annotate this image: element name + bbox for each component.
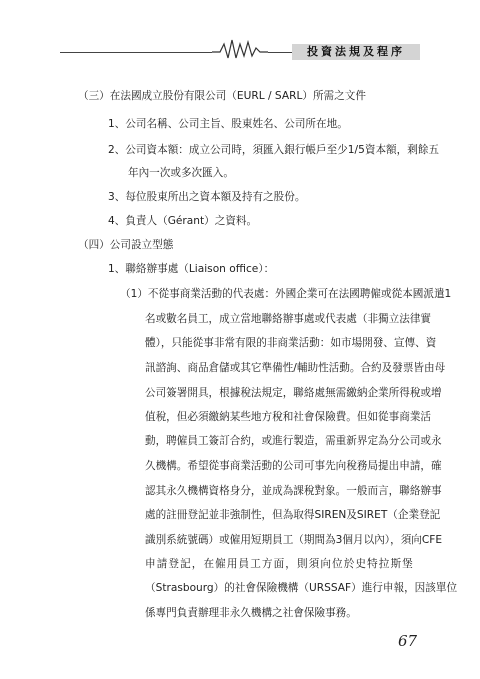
justified-char: 工 (250, 558, 261, 570)
section-heading-3: （三）在法國成立股份有限公司（EURL / SARL）所需之文件 (78, 90, 366, 102)
paragraph-line: 處的註冊登記並非強制性，但為取得SIREN及SIRET（企業登記 (145, 509, 441, 521)
paragraph-line: 訊諮詢、商品倉儲或其它準備性/輔助性活動。合約及發票皆由母 (145, 362, 446, 374)
justified-char: 特 (367, 558, 378, 570)
page-number: 67 (398, 632, 418, 650)
paragraph-line-justified (145, 557, 413, 571)
justified-char: 請 (156, 558, 168, 570)
justified-char: 記 (180, 558, 191, 570)
justified-char: ， (191, 558, 203, 570)
paragraph-line: 名或數名員工，成立當地聯絡辦事處或代表處（非獨立法律實 (145, 313, 432, 325)
list-item: 4、負責人（Gérant）之資料。 (108, 215, 258, 227)
justified-char: 僱 (215, 558, 226, 570)
justified-char: 則 (296, 558, 308, 570)
list-item: 2、公司資本額：成立公司時，須匯入銀行帳戶至少1/5資本額，剩餘五 (108, 144, 440, 156)
section-heading-4: （四）公司設立型態 (78, 239, 174, 251)
list-item-continuation: 年內一次或多次匯入。 (128, 167, 234, 179)
paragraph-line: 久機構。希望從事商業活動的公司可事先向稅務局提出申請，確 (145, 460, 442, 472)
justified-char: 向 (320, 558, 331, 570)
paragraph-line: 認其永久機構資格身分，並成為課稅對象。一般而言，聯絡辦事 (145, 485, 442, 497)
justified-char: 須 (308, 558, 320, 570)
justified-char: 方 (261, 558, 273, 570)
paragraph-line: 動，聘僱員工簽訂合約，或進行製造，需重新界定為分公司或永 (145, 435, 442, 447)
waveform-icon (212, 38, 268, 60)
justified-char: 於 (343, 558, 355, 570)
paragraph-line: 係專門負責辦理非永久機構之社會保險事務。 (145, 607, 357, 619)
justified-char: 申 (145, 558, 156, 570)
subsection-heading: 1、聯絡辦事處（Liaison office）： (108, 263, 275, 275)
justified-char: 在 (203, 558, 215, 570)
justified-char: 斯 (390, 558, 402, 570)
paragraph-line: （Strasbourg）的社會保險機構（URSSAF）進行申報，因該單位 (145, 582, 458, 594)
justified-char: 登 (168, 558, 179, 570)
justified-char: 史 (355, 558, 366, 570)
paragraph-line: 公司簽署開具，根據稅法規定，聯絡處無需繳納企業所得稅或增 (145, 387, 442, 399)
running-header-title: 投資法規及程序 (307, 45, 405, 58)
justified-char: 員 (238, 558, 250, 570)
justified-char: 用 (226, 558, 238, 570)
paragraph-line: （1）不從事商業活動的代表處：外國企業可在法國聘僱或從本國派遣1 (120, 288, 452, 300)
justified-char: ， (285, 558, 296, 570)
justified-char: 位 (332, 558, 343, 570)
justified-char: 面 (273, 558, 285, 570)
list-item: 1、公司名稱、公司主旨、股東姓名、公司所在地。 (108, 118, 348, 130)
paragraph-line: 值稅，但必須繳納某些地方稅和社會保險費。但如從事商業活 (145, 411, 432, 423)
list-item: 3、每位股東所出之資本額及持有之股份。 (108, 191, 306, 203)
paragraph-line: 體），只能從事非常有限的非商業活動：如市場開發、宣傳、資 (145, 337, 437, 349)
justified-char: 堡 (402, 558, 413, 570)
justified-char: 拉 (378, 558, 390, 570)
paragraph-line: 識別系統號碼）或僱用短期員工（期間為3個月以內），須向CFE (145, 534, 443, 546)
